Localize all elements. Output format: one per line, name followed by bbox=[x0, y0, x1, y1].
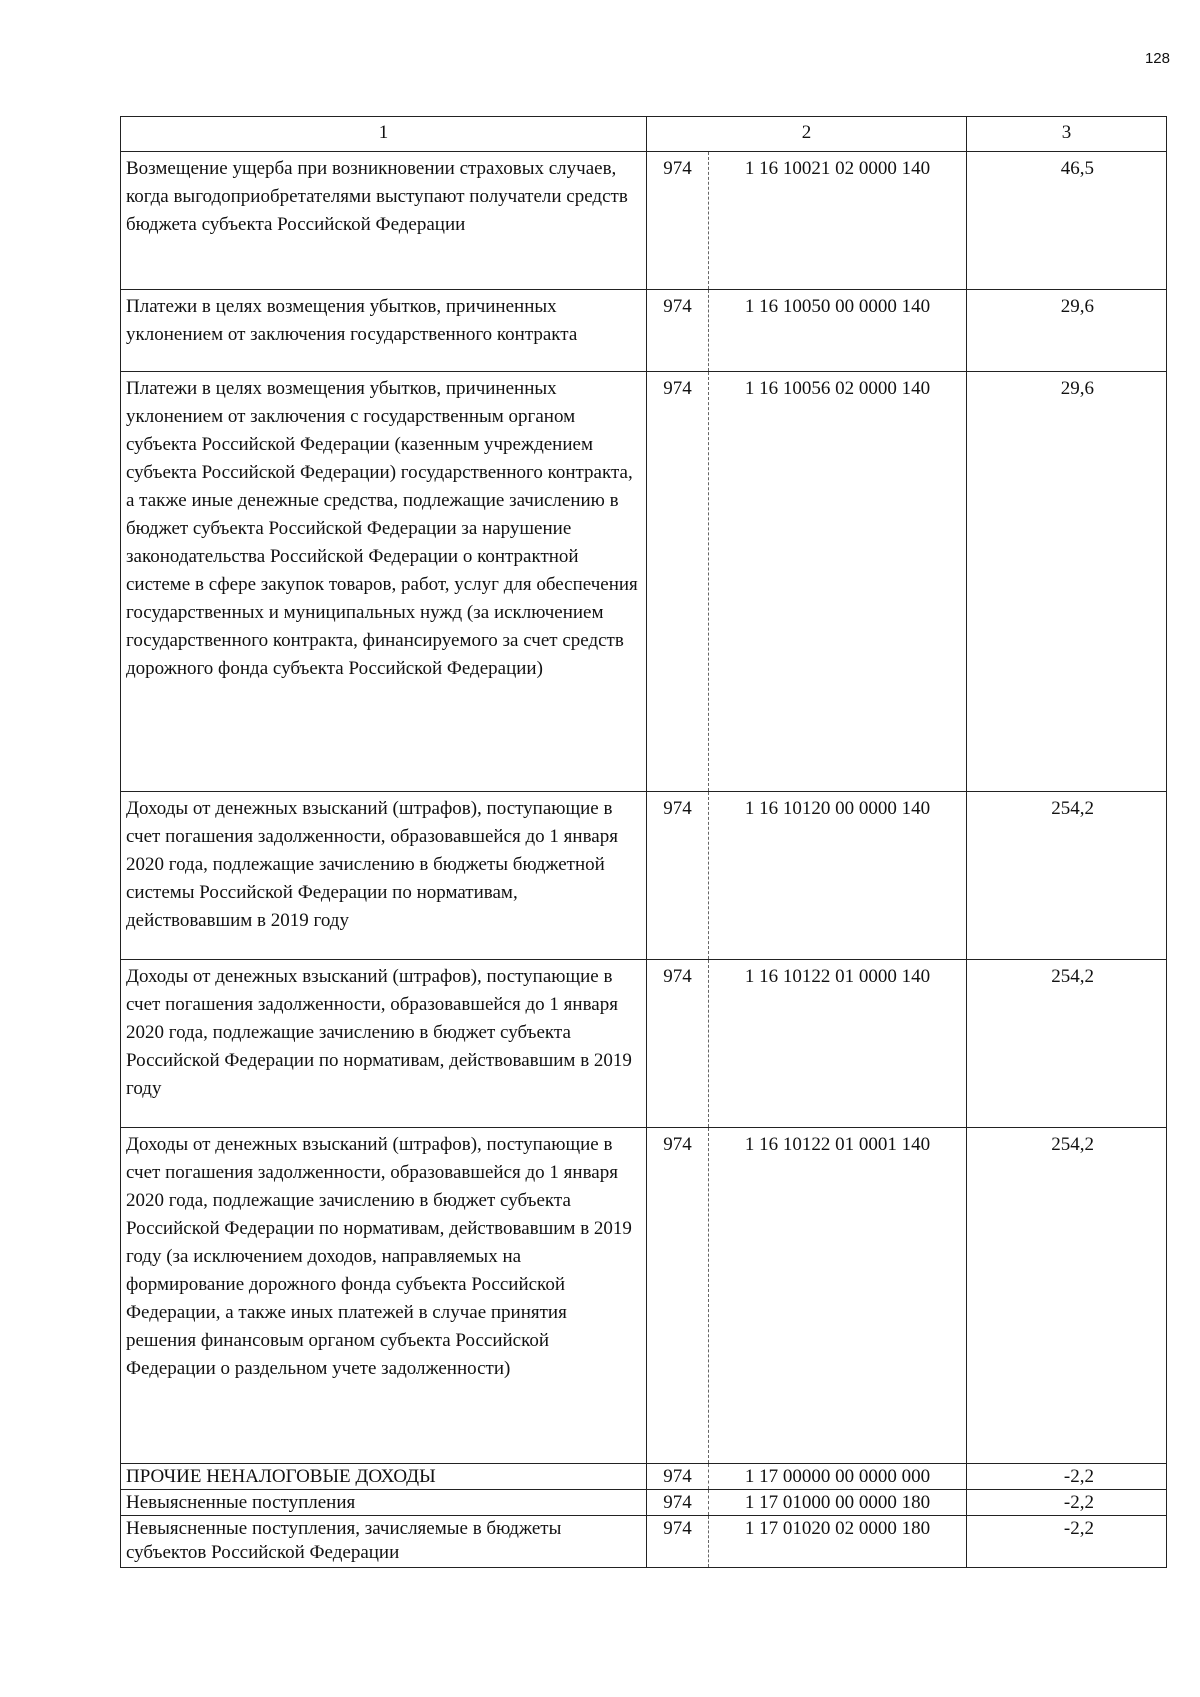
row-budget-code: 1 16 10120 00 0000 140 bbox=[709, 792, 967, 960]
table-row bbox=[121, 372, 1167, 792]
header-col-1: 1 bbox=[121, 117, 647, 152]
row-admin-code: 974 bbox=[647, 290, 709, 372]
budget-revenue-table bbox=[120, 116, 1167, 1568]
row-amount: 46,5 bbox=[967, 152, 1167, 290]
row-amount: -2,2 bbox=[967, 1490, 1167, 1516]
row-amount: -2,2 bbox=[967, 1516, 1167, 1568]
row-description: Платежи в целях возмещения убытков, причиненных уклонением от заключения с государственным органом субъекта Российской Федерации (казенным учреждением субъекта Российской Федерации) государственного контракта, а также иные денежные средства, подлежащие зачислению в бюджет субъекта Российской Федерации за нарушение законодательства Российской Федерации о контрактной системе в сфере закупок товаров, работ, услуг для обеспечения государственных и муниципальных нужд (за исключением государственного контракта, финансируемого за счет средств дорожного фонда субъекта Российской Федерации) bbox=[121, 372, 647, 792]
row-budget-code: 1 17 01000 00 0000 180 bbox=[709, 1490, 967, 1516]
table-row bbox=[121, 152, 1167, 290]
row-admin-code: 974 bbox=[647, 1464, 709, 1490]
row-amount: 254,2 bbox=[967, 792, 1167, 960]
row-budget-code: 1 16 10050 00 0000 140 bbox=[709, 290, 967, 372]
row-description: Невыясненные поступления, зачисляемые в бюджеты субъектов Российской Федерации bbox=[121, 1516, 647, 1568]
table-row bbox=[121, 1490, 1167, 1516]
row-budget-code: 1 16 10122 01 0000 140 bbox=[709, 960, 967, 1128]
row-description: Доходы от денежных взысканий (штрафов), поступающие в счет погашения задолженности, образовавшейся до 1 января 2020 года, подлежащие зачислению в бюджет субъекта Российской Федерации по нормативам, действовавшим в 2019 году (за исключением доходов, направляемых на формирование дорожного фонда субъекта Российской Федерации, а также иных платежей в случае принятия решения финансовым органом субъекта Российской Федерации о раздельном учете задолженности) bbox=[121, 1128, 647, 1464]
row-amount: 29,6 bbox=[967, 290, 1167, 372]
table-row bbox=[121, 290, 1167, 372]
row-amount: -2,2 bbox=[967, 1464, 1167, 1490]
table-row bbox=[121, 792, 1167, 960]
row-description: Доходы от денежных взысканий (штрафов), поступающие в счет погашения задолженности, образовавшейся до 1 января 2020 года, подлежащие зачислению в бюджет субъекта Российской Федерации по нормативам, действовавшим в 2019 году bbox=[121, 960, 647, 1128]
table-header-row bbox=[121, 117, 1167, 152]
table-row bbox=[121, 1464, 1167, 1490]
row-budget-code: 1 16 10056 02 0000 140 bbox=[709, 372, 967, 792]
row-amount: 254,2 bbox=[967, 1128, 1167, 1464]
row-admin-code: 974 bbox=[647, 152, 709, 290]
row-budget-code: 1 16 10122 01 0001 140 bbox=[709, 1128, 967, 1464]
row-admin-code: 974 bbox=[647, 960, 709, 1128]
row-admin-code: 974 bbox=[647, 1490, 709, 1516]
row-budget-code: 1 16 10021 02 0000 140 bbox=[709, 152, 967, 290]
row-description: ПРОЧИЕ НЕНАЛОГОВЫЕ ДОХОДЫ bbox=[121, 1464, 647, 1490]
header-col-3: 3 bbox=[967, 117, 1167, 152]
row-description: Доходы от денежных взысканий (штрафов), поступающие в счет погашения задолженности, образовавшейся до 1 января 2020 года, подлежащие зачислению в бюджеты бюджетной системы Российской Федерации по нормативам, действовавшим в 2019 году bbox=[121, 792, 647, 960]
row-amount: 254,2 bbox=[967, 960, 1167, 1128]
row-admin-code: 974 bbox=[647, 1516, 709, 1568]
row-budget-code: 1 17 01020 02 0000 180 bbox=[709, 1516, 967, 1568]
row-description: Возмещение ущерба при возникновении страховых случаев, когда выгодоприобретателями выступают получатели средств бюджета субъекта Российской Федерации bbox=[121, 152, 647, 290]
row-description: Невыясненные поступления bbox=[121, 1490, 647, 1516]
page-number: 128 bbox=[1144, 50, 1170, 67]
row-admin-code: 974 bbox=[647, 372, 709, 792]
row-admin-code: 974 bbox=[647, 1128, 709, 1464]
header-col-2: 2 bbox=[647, 117, 967, 152]
row-admin-code: 974 bbox=[647, 792, 709, 960]
table-row bbox=[121, 1128, 1167, 1464]
row-amount: 29,6 bbox=[967, 372, 1167, 792]
row-description: Платежи в целях возмещения убытков, причиненных уклонением от заключения государственного контракта bbox=[121, 290, 647, 372]
row-budget-code: 1 17 00000 00 0000 000 bbox=[709, 1464, 967, 1490]
table-row bbox=[121, 1516, 1167, 1568]
table-row bbox=[121, 960, 1167, 1128]
